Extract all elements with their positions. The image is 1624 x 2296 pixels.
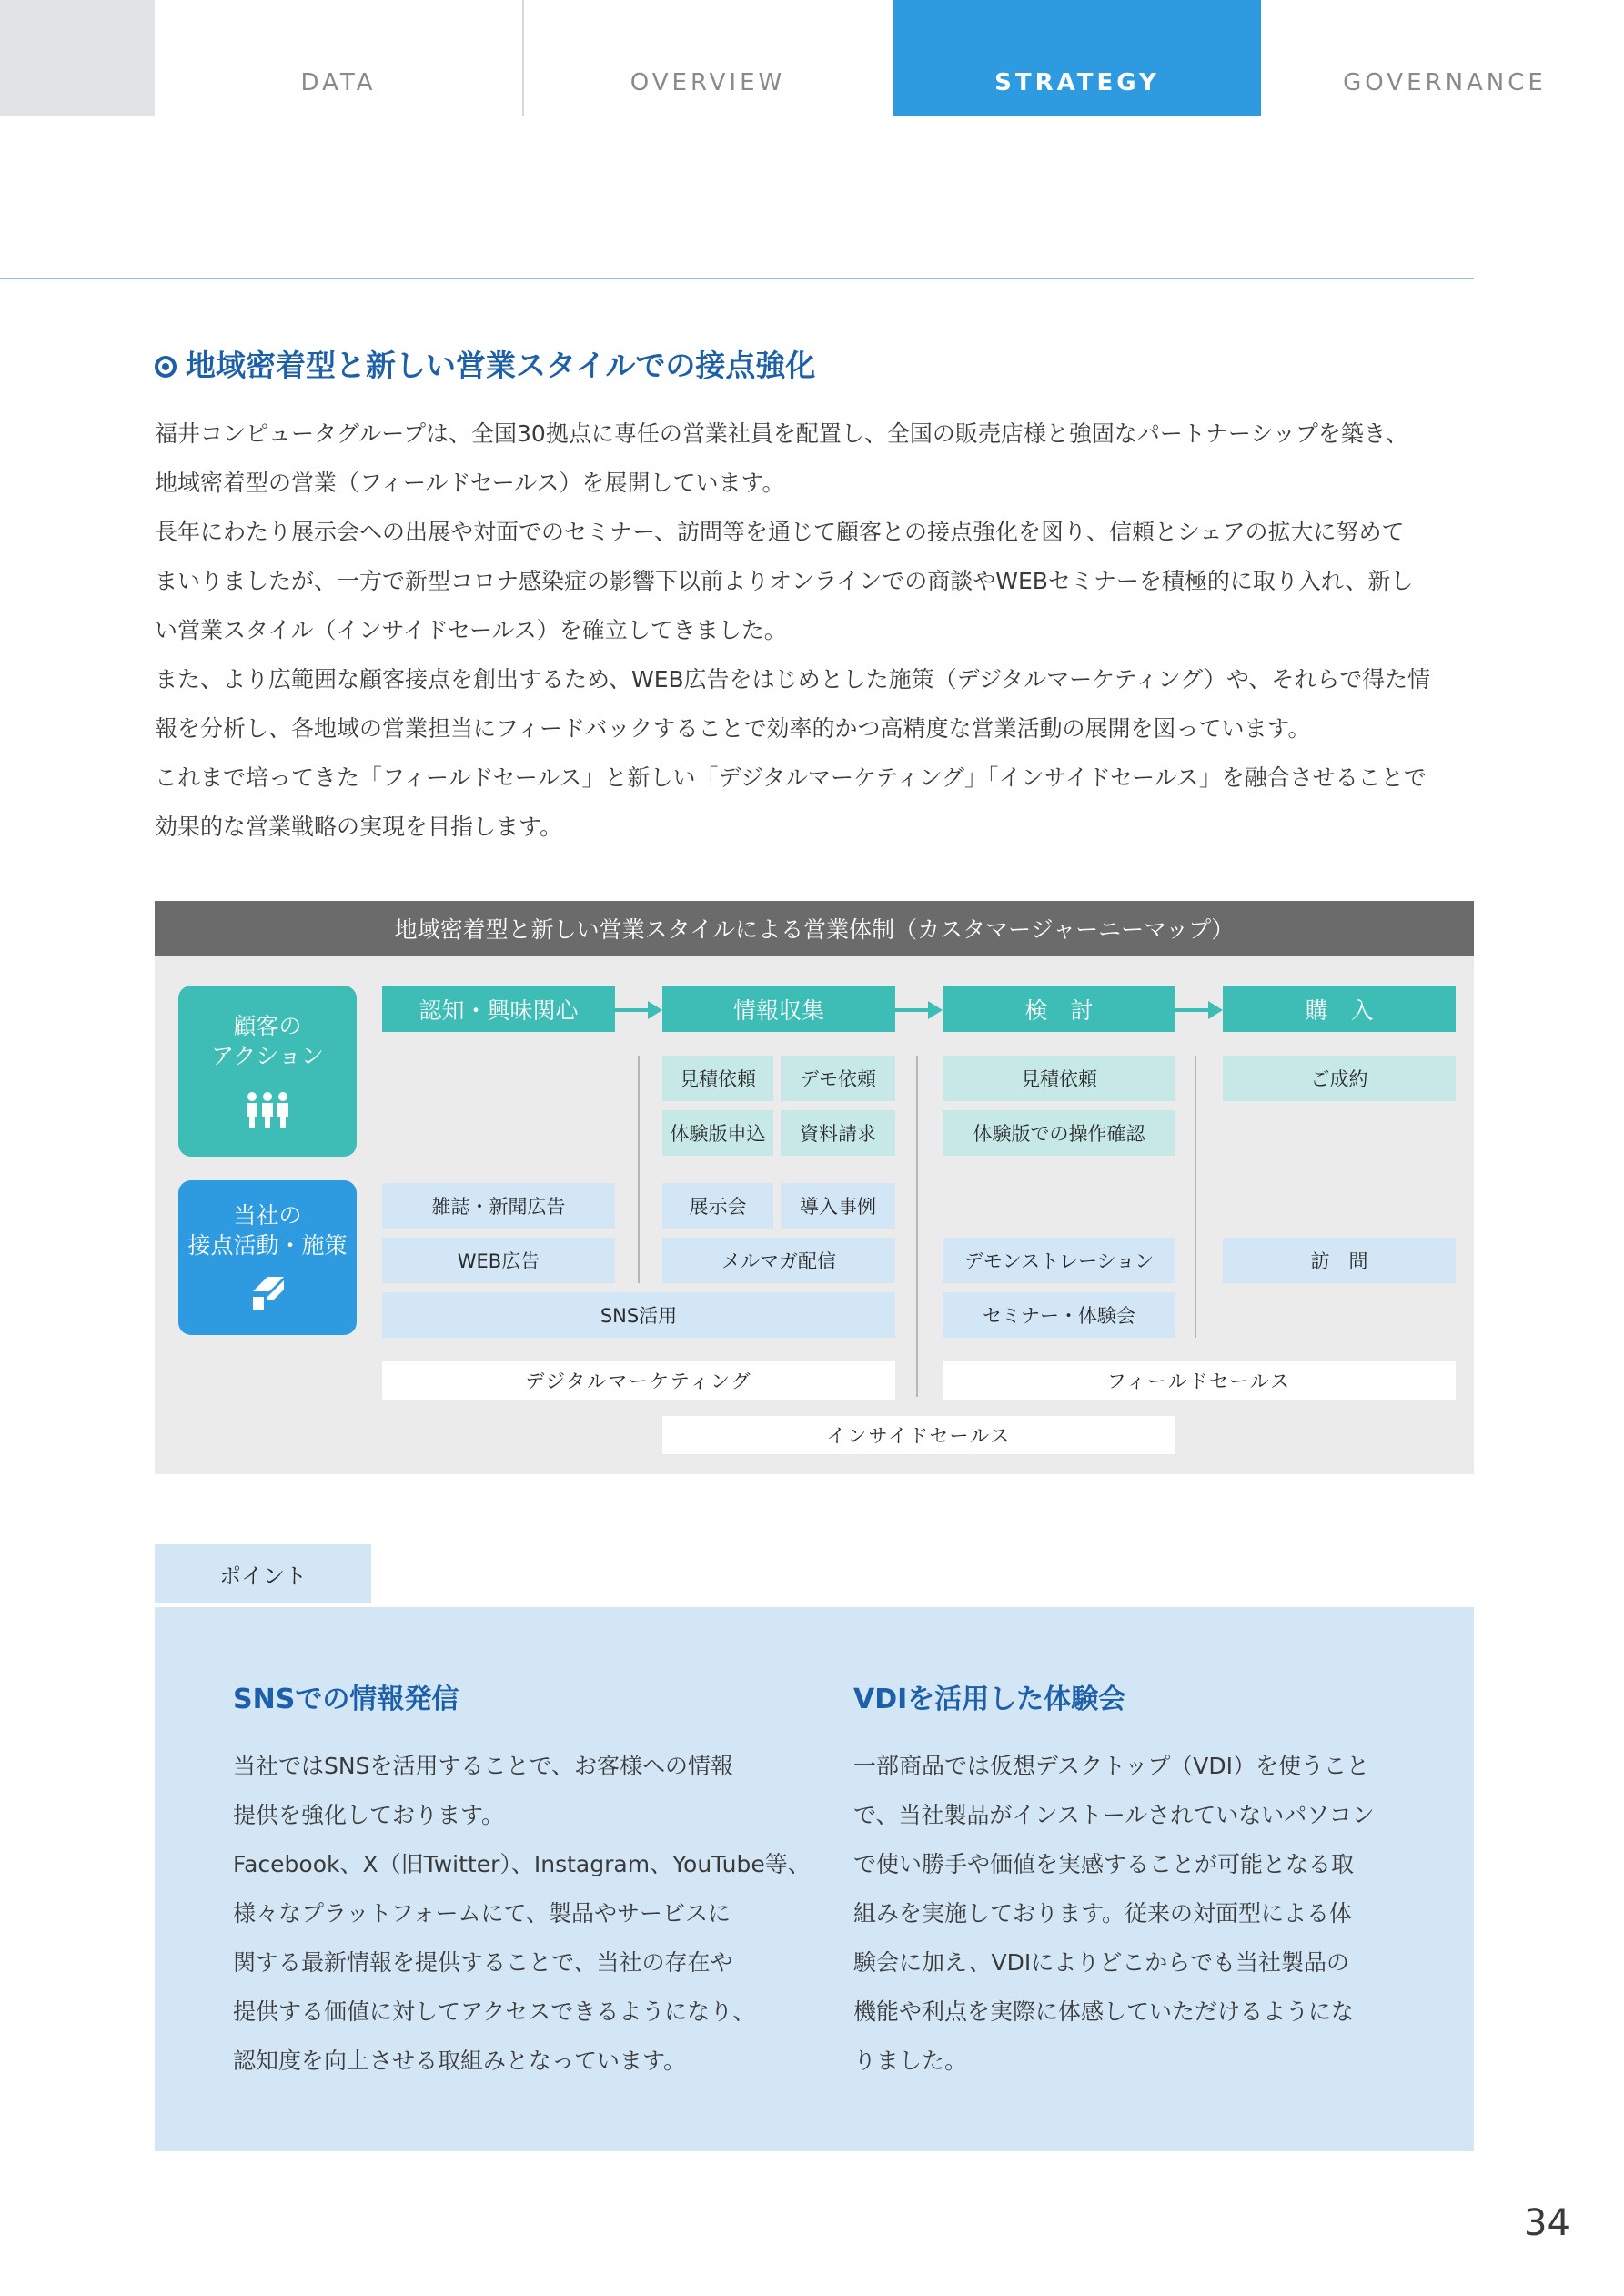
customer-action-box: 見積依頼 [943, 1056, 1175, 1101]
point-line: 当社ではSNSを活用することで、お客様への情報 [233, 1753, 733, 1779]
point-body [233, 1742, 811, 2086]
customer-action-box: 資料請求 [781, 1110, 895, 1156]
customer-journey-diagram [155, 901, 1474, 1474]
customer-action-box: 見積依頼 [662, 1056, 773, 1101]
nav-accent-block [0, 0, 155, 116]
body-line: これまで培ってきた「フィールドセールス」と新しい「デジタルマーケティング」「インサイドセールス」を融合させることで [155, 764, 1427, 791]
point-body [853, 1742, 1417, 2086]
company-action-box: 訪 問 [1223, 1238, 1456, 1283]
stage-purchase: 購 入 [1223, 986, 1456, 1032]
company-label-line: 当社の [233, 1202, 302, 1229]
company-action-box: 導入事例 [781, 1183, 895, 1229]
company-action-box: 雑誌・新聞広告 [382, 1183, 615, 1229]
tab-strategy[interactable] [893, 0, 1261, 116]
tab-label: STRATEGY [994, 69, 1160, 96]
point-title: VDIを活用した体験会 [853, 1684, 1126, 1715]
customer-label-line: 顧客の [233, 1013, 302, 1039]
company-action-box: WEB広告 [382, 1238, 615, 1283]
customer-action-box: 体験版申込 [662, 1110, 773, 1156]
customer-label-line: アクション [211, 1043, 324, 1069]
point-line: 提供する価値に対してアクセスできるようになり、 [233, 1998, 756, 2025]
section-title: 地域密着型と新しい営業スタイルでの接点強化 [186, 348, 816, 383]
body-line: 効果的な営業戦略の実現を目指します。 [155, 814, 563, 840]
stage-awareness: 認知・興味関心 [382, 986, 615, 1032]
customer-action-box: ご成約 [1223, 1056, 1456, 1101]
people-icon [244, 1091, 291, 1129]
body-line: 報を分析し、各地域の営業担当にフィードバックすることで効率的かつ高精度な営業活動の展開を図っています。 [155, 715, 1311, 742]
company-action-box: メルマガ配信 [662, 1238, 895, 1283]
stage-divider [916, 1056, 918, 1397]
stage-consideration: 検 討 [943, 986, 1175, 1032]
section-heading [155, 342, 815, 385]
point-line: 提供を強化しております。 [233, 1802, 505, 1828]
point-column-sns [233, 1676, 811, 2086]
company-label-line: 接点活動・施策 [187, 1232, 348, 1259]
point-line: 一部商品では仮想デスクトップ（VDI）を使うこと [853, 1753, 1369, 1779]
body-line: 地域密着型の営業（フィールドセールス）を展開しています。 [155, 470, 785, 496]
stage-divider [638, 1056, 640, 1283]
tab-label: DATA [300, 69, 377, 96]
bullet-icon [155, 356, 177, 378]
company-action-label [178, 1180, 357, 1335]
arrow-right-icon [895, 999, 943, 1021]
body-line: また、より広範囲な顧客接点を創出するため、WEB広告をはじめとした施策（デジタルマーケティング）や、それらで得た情 [155, 666, 1431, 693]
company-logo-icon [247, 1273, 287, 1311]
point-column-vdi [853, 1676, 1417, 2086]
point-box [155, 1607, 1474, 2151]
tab-label: GOVERNANCE [1343, 69, 1547, 96]
point-line: 験会に加え、VDIによりどこからでも当社製品の [853, 1949, 1349, 1976]
channel-digital-marketing: デジタルマーケティング [382, 1361, 895, 1400]
body-line: まいりましたが、一方で新型コロナ感染症の影響下以前よりオンラインでの商談やWEBセミナーを積極的に取り入れ、新し [155, 568, 1414, 594]
stage-information: 情報収集 [662, 986, 895, 1032]
point-line: 組みを実施しております。従来の対面型による体 [853, 1900, 1353, 1927]
body-line: 福井コンピュータグループは、全国30拠点に専任の営業社員を配置し、全国の販売店様と強固なパートナーシップを築き、 [155, 420, 1408, 447]
channel-field-sales: フィールドセールス [943, 1361, 1456, 1400]
channel-inside-sales: インサイドセールス [662, 1416, 1175, 1454]
point-tab: ポイント [155, 1544, 371, 1603]
point-line: 機能や利点を実際に体感していただけるようにな [853, 1998, 1355, 2025]
customer-action-box: デモ依頼 [781, 1056, 895, 1101]
tab-label: OVERVIEW [630, 69, 786, 96]
customer-label-text [211, 1011, 324, 1071]
point-line: 認知度を向上させる取組みとなっています。 [233, 2048, 687, 2074]
point-line: 様々なプラットフォームにて、製品やサービスに [233, 1900, 731, 1927]
point-line: Facebook、X（旧Twitter）、Instagram、YouTube等、 [233, 1851, 811, 1877]
tab-overview[interactable] [524, 0, 892, 116]
point-line: りました。 [853, 2048, 968, 2074]
body-line: い営業スタイル（インサイドセールス）を確立してきました。 [155, 617, 787, 643]
point-title: SNSでの情報発信 [233, 1684, 459, 1715]
tab-data[interactable] [155, 0, 522, 116]
point-line: で使い勝手や価値を実感することが可能となる取 [853, 1851, 1355, 1877]
point-line: で、当社製品がインストールされていないパソコン [853, 1802, 1375, 1828]
company-label-text [187, 1200, 347, 1260]
arrow-right-icon [615, 999, 662, 1021]
arrow-right-icon [1175, 999, 1223, 1021]
tab-governance[interactable] [1261, 0, 1624, 116]
company-action-box: 展示会 [662, 1183, 773, 1229]
company-action-box: セミナー・体験会 [943, 1292, 1175, 1338]
section-body [155, 410, 1483, 852]
customer-action-box: 体験版での操作確認 [943, 1110, 1175, 1156]
customer-action-label [178, 986, 357, 1157]
company-action-box: デモンストレーション [943, 1238, 1175, 1283]
diagram-title: 地域密着型と新しい営業スタイルによる営業体制（カスタマージャーニーマップ） [155, 901, 1474, 956]
stage-divider [1195, 1056, 1196, 1338]
section-rule [0, 278, 1474, 279]
body-line: 長年にわたり展示会への出展や対面でのセミナー、訪問等を通じて顧客との接点強化を図り、信頼とシェアの拡大に努めて [155, 519, 1405, 545]
page-number: 34 [1524, 2202, 1570, 2244]
company-action-box: SNS活用 [382, 1292, 895, 1338]
point-line: 関する最新情報を提供することで、当社の存在や [233, 1949, 733, 1976]
